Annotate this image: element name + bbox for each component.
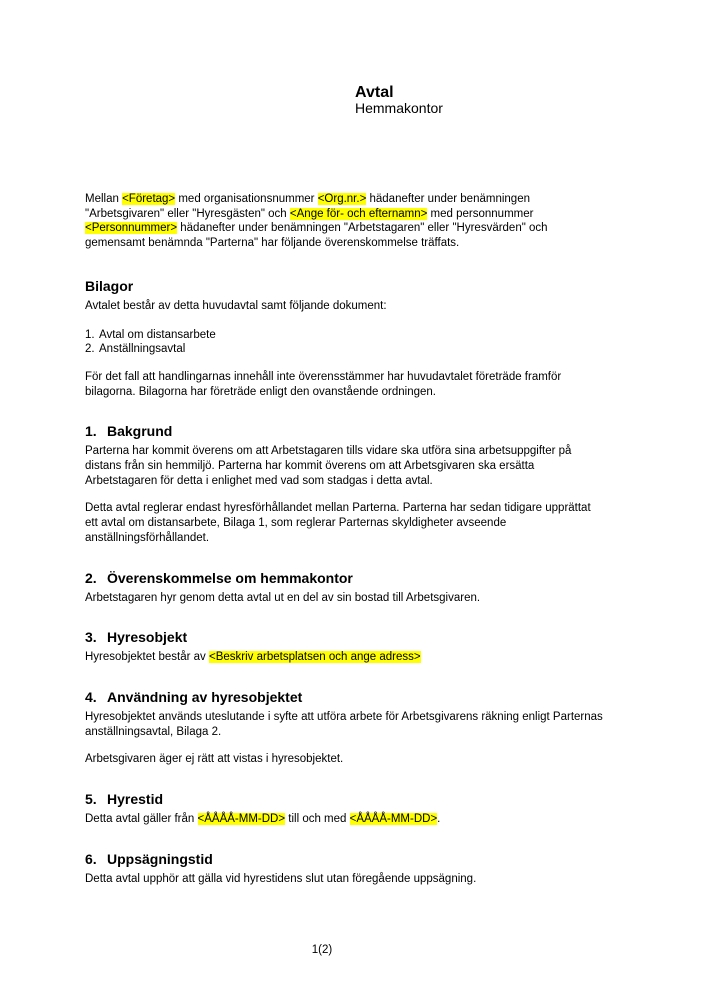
placeholder-highlight[interactable]: <ÅÅÅÅ-MM-DD> xyxy=(197,813,286,826)
placeholder-highlight[interactable]: <Personnummer> xyxy=(85,222,178,235)
section-paragraph xyxy=(85,812,670,827)
section-title: Överenskommelse om hemmakontor xyxy=(107,569,353,586)
bilagor-lead: Avtalet består av detta huvudavtal samt följande dokument: xyxy=(85,299,387,312)
section-6 xyxy=(85,851,670,887)
list-item-label: Anställningsavtal xyxy=(99,343,186,356)
section-number: 5. xyxy=(85,791,97,808)
placeholder-highlight[interactable]: <Ange för- och efternamn> xyxy=(289,207,428,220)
section-paragraph xyxy=(85,650,670,665)
text-run: med organisationsnummer xyxy=(175,193,318,205)
placeholder-highlight[interactable]: <Företag> xyxy=(122,193,176,205)
text-run: bilagorna. Bilagorna har företräde enligt den ovanstående ordningen. xyxy=(85,385,437,398)
text-run: Arbetstagaren för detta i enlighet med vad som stadgas i detta avtal. xyxy=(85,474,433,487)
text-run: Arbetsgivaren äger ej rätt att vistas i hyresobjektet. xyxy=(85,753,344,766)
intro-paragraph xyxy=(85,192,670,251)
text-run: Arbetstagaren hyr genom detta avtal ut en del av sin bostad till Arbetsgivaren. xyxy=(85,591,481,604)
section-heading xyxy=(85,791,670,808)
list-item-label: Avtal om distansarbete xyxy=(99,328,216,341)
text-run: hädanefter under benämningen "Arbetstagaren" eller "Hyresvärden" och xyxy=(177,222,548,235)
bilagor-heading: Bilagor xyxy=(85,277,134,294)
bilagor-note xyxy=(85,370,670,399)
text-run: . xyxy=(437,813,441,826)
text-run: Hyresobjektet består av xyxy=(85,651,210,664)
section-number: 1. xyxy=(85,423,97,440)
text-run: För det fall att handlingarnas innehåll inte överensstämmer har huvudavtalet företräde framför xyxy=(85,370,562,383)
text-run: med personnummer xyxy=(427,207,534,220)
section-3 xyxy=(85,629,670,665)
section-heading xyxy=(85,851,670,868)
section-number: 3. xyxy=(85,629,97,646)
section-paragraph xyxy=(85,501,670,545)
text-run: hädanefter under benämningen xyxy=(366,193,530,205)
section-heading xyxy=(85,570,670,587)
text-run: "Arbetsgivaren" eller "Hyresgästen" och xyxy=(85,207,290,220)
placeholder-highlight[interactable]: <Org.nr.> xyxy=(317,193,367,205)
section-paragraph xyxy=(85,752,670,767)
section-title: Hyresobjekt xyxy=(107,629,188,646)
section-paragraph xyxy=(85,591,670,606)
list-item xyxy=(85,342,670,357)
section-bilagor xyxy=(85,278,670,400)
section-heading xyxy=(85,689,670,706)
text-run: distans från sin hemmiljö. Parterna har kommit överens om att Arbetsgivaren ska ersätta xyxy=(85,460,535,473)
section-5 xyxy=(85,791,670,827)
section-heading xyxy=(85,423,670,440)
document-title: Avtal xyxy=(355,84,394,101)
section-paragraph xyxy=(85,872,670,887)
section-1 xyxy=(85,423,670,545)
section-number: 2. xyxy=(85,569,97,586)
document-title-block xyxy=(355,84,670,116)
text-run: ett avtal om distansarbete, Bilaga 1, som reglerar Parternas skyldigheter avseende xyxy=(85,517,507,530)
section-4 xyxy=(85,689,670,767)
text-run: gemensamt benämnda "Parterna" har följande överenskommelse träffats. xyxy=(85,237,460,250)
bilagor-list xyxy=(85,328,670,357)
text-run: till och med xyxy=(285,813,350,826)
placeholder-highlight[interactable]: <ÅÅÅÅ-MM-DD> xyxy=(349,813,438,826)
numbered-sections xyxy=(85,423,670,886)
text-run: Hyresobjektet används uteslutande i syfte att utföra arbete för Arbetsgivarens räkning enligt Parternas xyxy=(85,710,603,723)
text-run: Parterna har kommit överens om att Arbetstagaren tills vidare ska utföra sina arbetsuppgifter på xyxy=(85,445,572,458)
section-title: Bakgrund xyxy=(107,423,173,440)
document-content xyxy=(85,0,670,886)
list-item xyxy=(85,328,670,343)
section-paragraph xyxy=(85,444,670,488)
section-heading xyxy=(85,629,670,646)
text-run: Detta avtal gäller från xyxy=(85,813,198,826)
section-title: Användning av hyresobjektet xyxy=(107,688,303,705)
section-number: 4. xyxy=(85,688,97,705)
footer-page-number: 1(2) xyxy=(311,944,333,956)
section-title: Hyrestid xyxy=(107,791,164,808)
text-run: anställningsavtal, Bilaga 2. xyxy=(85,725,222,738)
list-item-number: 2. xyxy=(85,343,95,356)
text-run: anställningsförhållandet. xyxy=(85,531,210,544)
section-number: 6. xyxy=(85,850,97,867)
text-run: Detta avtal upphör att gälla vid hyrestidens slut utan föregående uppsägning. xyxy=(85,872,477,885)
text-run: Detta avtal reglerar endast hyresförhållandet mellan Parterna. Parterna har sedan tidigare upprättat xyxy=(85,502,591,515)
section-paragraph xyxy=(85,710,670,739)
document-subtitle: Hemmakontor xyxy=(355,100,443,116)
text-run: Mellan xyxy=(85,193,123,205)
list-item-number: 1. xyxy=(85,328,95,341)
section-2 xyxy=(85,570,670,606)
section-title: Uppsägningstid xyxy=(107,850,213,867)
placeholder-highlight[interactable]: <Beskriv arbetsplatsen och ange adress> xyxy=(209,651,421,664)
